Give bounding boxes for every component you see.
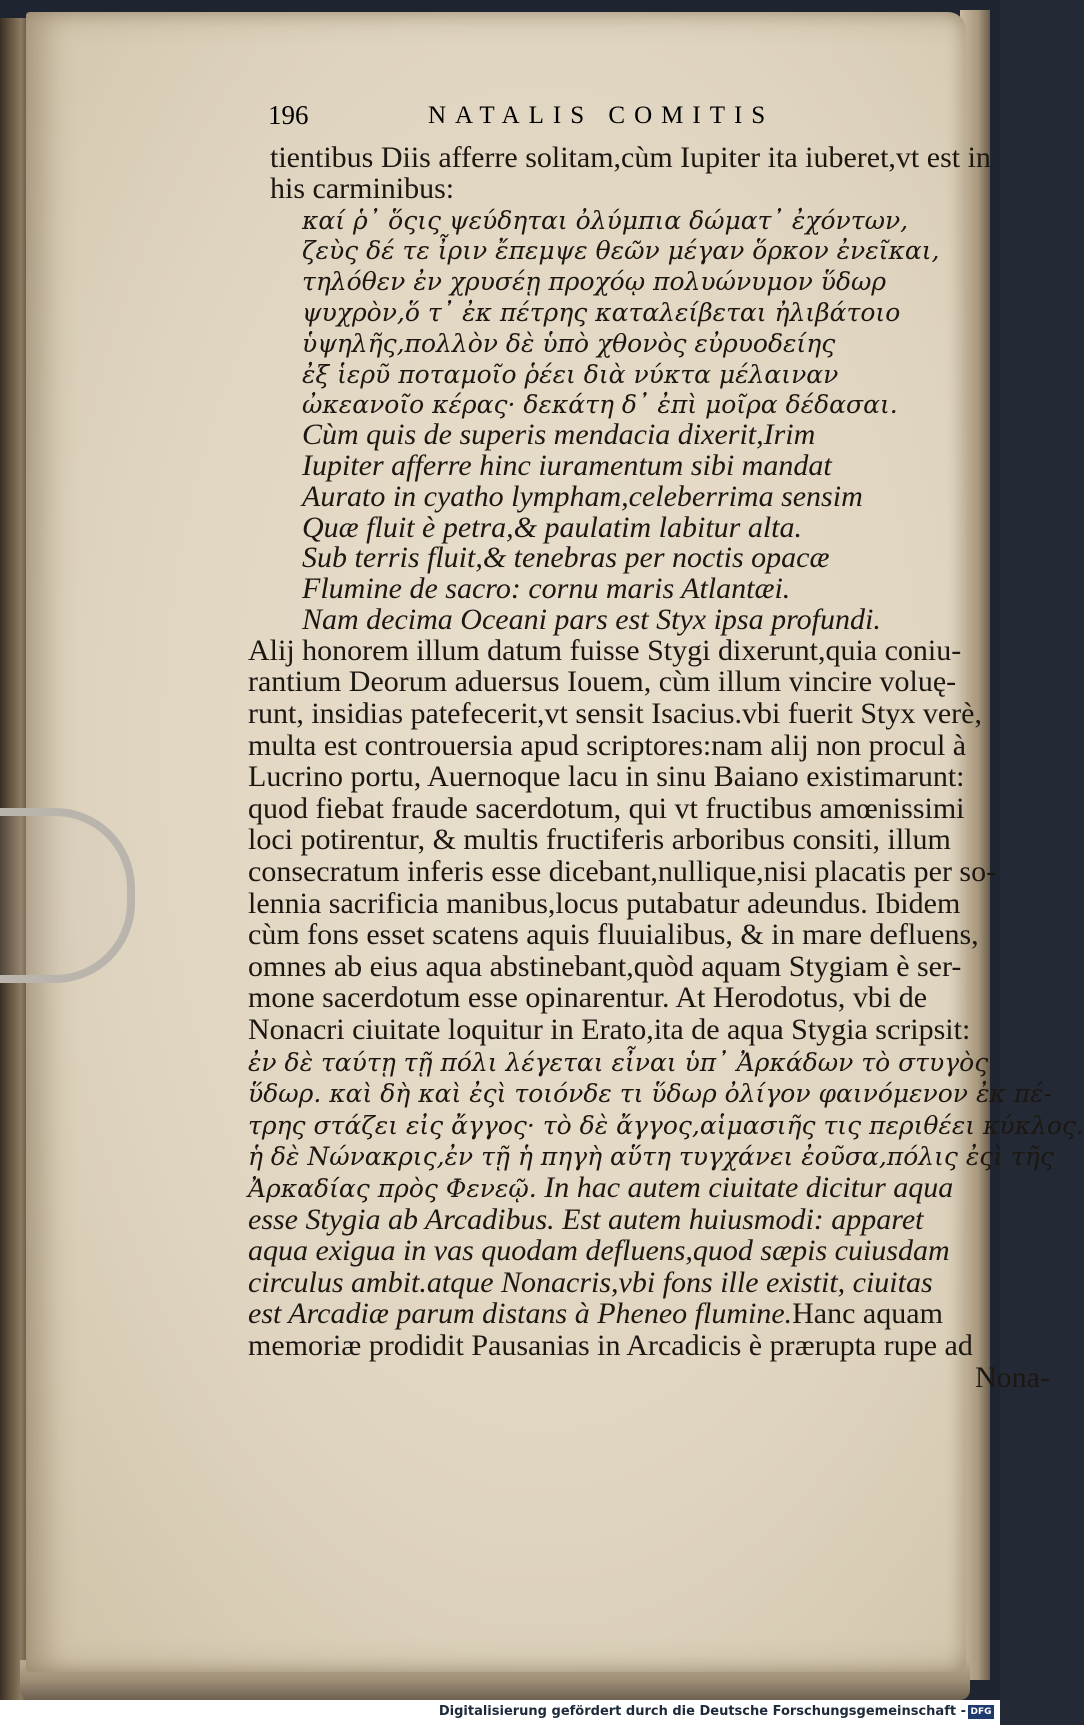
line-text: Iupiter afferre hinc iuramentum sibi mandat (302, 449, 832, 482)
line-text: ἡ δὲ Νώνακρις,ἐν τῇ ἡ πηγὴ αὕτη τυγχάνει ἐοῦσα,πόλις ἐςὶ τῆς (248, 1142, 1054, 1172)
line-text: Nona- (975, 1360, 1050, 1394)
text-line (248, 1202, 924, 1238)
line-text-tail: Hanc aquam (792, 1297, 943, 1331)
line-text: mone sacerdotum esse opinarentur. At Herodotus, vbi de (248, 981, 928, 1015)
line-text: lennia sacrificia manibus,locus putabatur adeundus. Ibidem (248, 886, 961, 920)
text-line (248, 1012, 970, 1048)
line-text: Nam decima Oceani pars est Styx ipsa profundi. (302, 603, 881, 636)
line-text: consecratum inferis esse dicebant,nullique,nisi placatis per so- (248, 855, 997, 888)
line-text: est Arcadiæ parum distans à Pheneo flumine. (248, 1297, 793, 1331)
line-text: ζεὺς δέ τε ἶριν ἔπεμψε θεῶν μέγαν ὅρκον ἐνεῖκαι, (302, 236, 940, 266)
text-line (248, 1265, 933, 1301)
line-text: Aurato in cyatho lympham,celeberrima sensim (302, 479, 863, 513)
line-text: Nonacri ciuitate loquitur in Erato,ita de aqua Stygia scripsit: (248, 1013, 971, 1046)
line-text: circulus ambit.atque Nonacris,vbi fons ille existit, ciuitas (248, 1265, 933, 1299)
text-line (248, 1233, 950, 1269)
line-text: ἐν δὲ ταύτῃ τῇ πόλι λέγεται εἶναι ὑπ᾽ Ἀρκάδων τὸ στυγὸς (248, 1047, 989, 1077)
dfg-logo: DFG (968, 1705, 994, 1719)
running-header (268, 100, 828, 134)
text-line (248, 854, 996, 890)
text-line (975, 1360, 1050, 1396)
line-text: runt, insidias patefecerit,vt sensit Isacius.vbi fuerit Styx verè, (248, 697, 982, 730)
line-text: omnes ab eius aqua abstinebant,quòd aquam Stygiam è ser- (248, 949, 962, 983)
running-title: NATALIS COMITIS (428, 102, 775, 129)
line-text: aqua exigua in vas quodam defluens,quod sæpis cuiusdam (248, 1234, 950, 1268)
text-line (248, 696, 982, 732)
line-text: ὠκεανοῖο κέρας· δεκάτη δ᾽ ἐπὶ μοῖρα δέδασαι. (302, 390, 898, 420)
text-line (248, 791, 965, 827)
line-text: καί ῥ᾽ ὅςις ψεύδηται ὀλύμπια δώματ᾽ ἐχόντων, (302, 205, 909, 235)
text-line (248, 886, 960, 922)
line-text: ὕδωρ. καὶ δὴ καὶ ἐςὶ τοιόνδε τι ὕδωρ ὀλίγον φαινόμενον ἐκ πέ- (248, 1079, 1053, 1109)
text-line (248, 917, 979, 953)
line-text: rantium Deorum aduersus Iouem, cùm illum vincire voluę- (248, 665, 957, 699)
line-text: Sub terris fluit,& tenebras per noctis opacæ (302, 541, 830, 575)
page-number: 196 (268, 100, 309, 130)
line-text: ὑψηλῆς,πολλὸν δὲ ὑπὸ χθονὸς εὐρυοδείης (302, 328, 836, 358)
line-text: esse Stygia ab Arcadibus. Est autem huiusmodi: apparet (248, 1202, 924, 1236)
line-text: Ἀρκαδίας πρὸς Φενεῷ. (248, 1174, 537, 1203)
line-text: ἐξ ἱερῦ ποταμοῖο ῥέει διὰ νύκτα μέλαιναν (302, 359, 839, 389)
funding-credit: Digitalisierung gefördert durch die Deutsche Forschungsgemeinschaft - (438, 1704, 966, 1719)
line-text: his carminibus: (270, 171, 455, 205)
line-text: multa est controuersia apud scriptores:nam alij non procul à (248, 728, 967, 762)
line-text: τρης στάζει εἰς ἄγγος· τὸ δὲ ἄγγος,αἱμασιῆς τις περιθέει κύκλος. (248, 1110, 1084, 1140)
text-line (248, 949, 961, 985)
text-line (248, 980, 927, 1016)
text-line (248, 759, 965, 795)
line-text: quod fiebat fraude sacerdotum, qui vt fructibus amœnissimi (248, 791, 965, 825)
line-text: Quæ fluit è petra,& paulatim labitur alta. (302, 510, 803, 544)
line-text: cùm fons esset scatens aquis fluuialibus, & in mare defluens, (248, 918, 979, 952)
footer-bar (0, 1700, 1000, 1725)
line-text: memoriæ prodidit Pausanias in Arcadicis è prærupta rupe ad (248, 1329, 973, 1362)
text-line (248, 728, 966, 764)
line-text: loci potirentur, & multis fructiferis arboribus consiti, illum (248, 823, 951, 857)
text-line (248, 664, 956, 700)
line-text: ψυχρὸν,ὅ τ᾽ ἐκ πέτρης καταλείβεται ἠλιβάτοιο (302, 298, 901, 327)
text-line (248, 633, 961, 669)
line-text-tail: In hac autem ciuitate dicitur aqua (536, 1171, 954, 1204)
text-line (248, 1328, 973, 1364)
line-text: τηλόθεν ἐν χρυσέῃ προχόῳ πολυώνυμον ὕδωρ (302, 267, 887, 297)
line-text: Flumine de sacro: cornu maris Atlantæi. (302, 572, 791, 606)
line-text: Lucrino portu, Auernoque lacu in sinu Baiano existimarunt: (248, 760, 965, 794)
text-line (248, 1296, 943, 1332)
text-line (248, 822, 951, 858)
line-text: tientibus Diis afferre solitam,cùm Iupiter ita iuberet,vt est in (270, 141, 991, 174)
line-text: Alij honorem illum datum fuisse Stygi dixerunt,quia coniu- (248, 633, 962, 667)
line-text: Cùm quis de superis mendacia dixerit,Irim (302, 418, 816, 452)
